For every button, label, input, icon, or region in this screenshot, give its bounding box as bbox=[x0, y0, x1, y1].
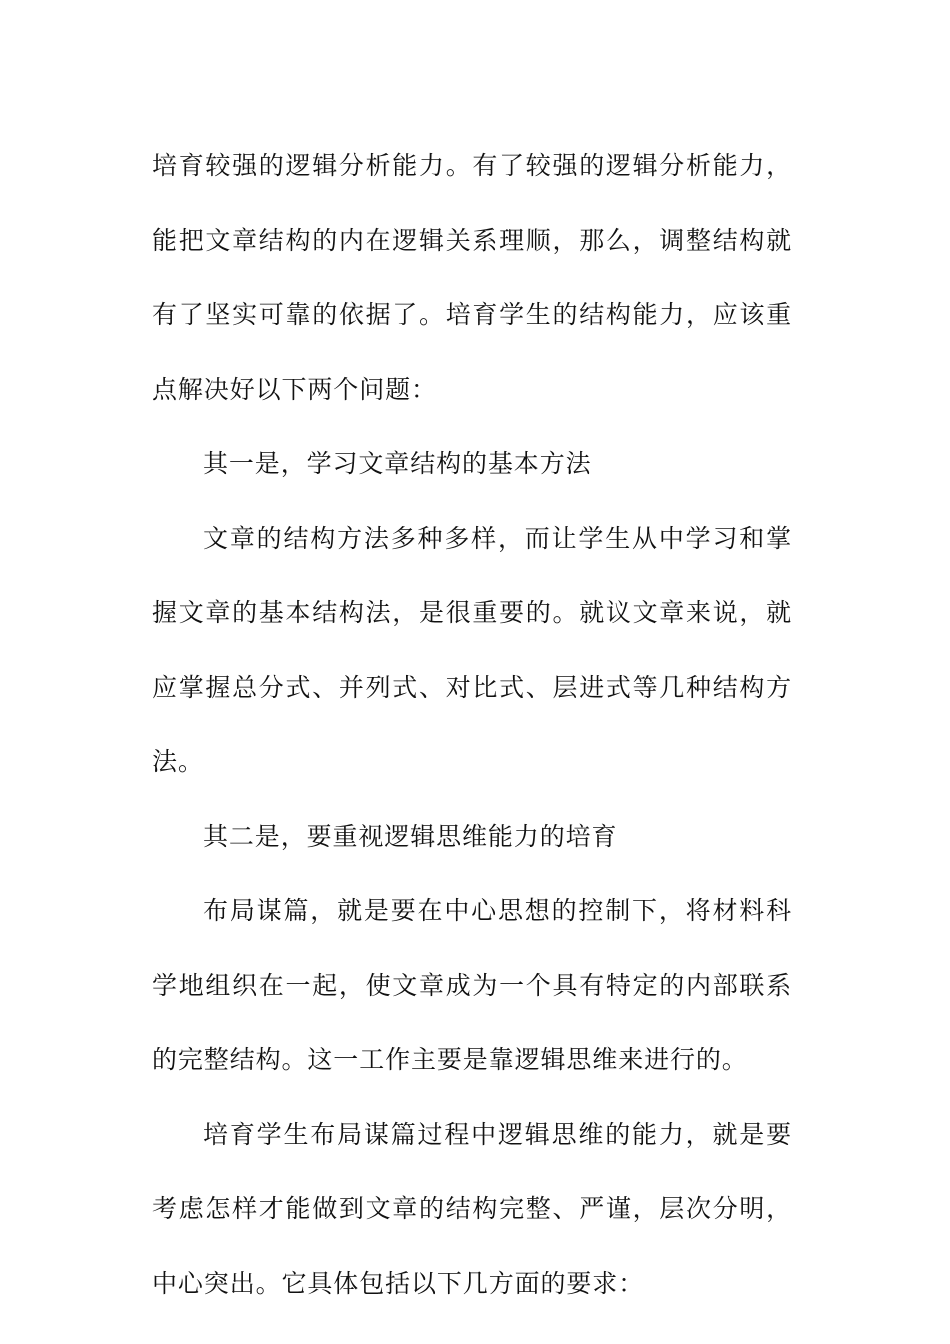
paragraph-5: 布局谋篇，就是要在中心思想的控制下，将材料科学地组织在一起，使文章成为一个具有特定的内部联系的完整结构。这一工作主要是靠逻辑思维来进行的。 bbox=[152, 896, 792, 1074]
paragraph-6: 培育学生布局谋篇过程中逻辑思维的能力，就是要考虑怎样才能做到文章的结构完整、严谨，层次分明，中心突出。它具体包括以下几方面的要求： bbox=[152, 1119, 792, 1298]
paragraph-4-heading: 其二是，要重视逻辑思维能力的培育 bbox=[203, 821, 618, 851]
body-text bbox=[152, 129, 792, 1321]
paragraph-3: 文章的结构方法多种多样，而让学生从中学习和掌握文章的基本结构法，是很重要的。就议文章来说，就应掌握总分式、并列式、对比式、层进式等几种结构方法。 bbox=[152, 523, 792, 776]
paragraph-1: 培育较强的逻辑分析能力。有了较强的逻辑分析能力，能把文章结构的内在逻辑关系理顺，那么，调整结构就有了坚实可靠的依据了。培育学生的结构能力，应该重点解决好以下两个问题： bbox=[152, 151, 792, 404]
paragraph-2-heading: 其一是，学习文章结构的基本方法 bbox=[203, 449, 592, 478]
